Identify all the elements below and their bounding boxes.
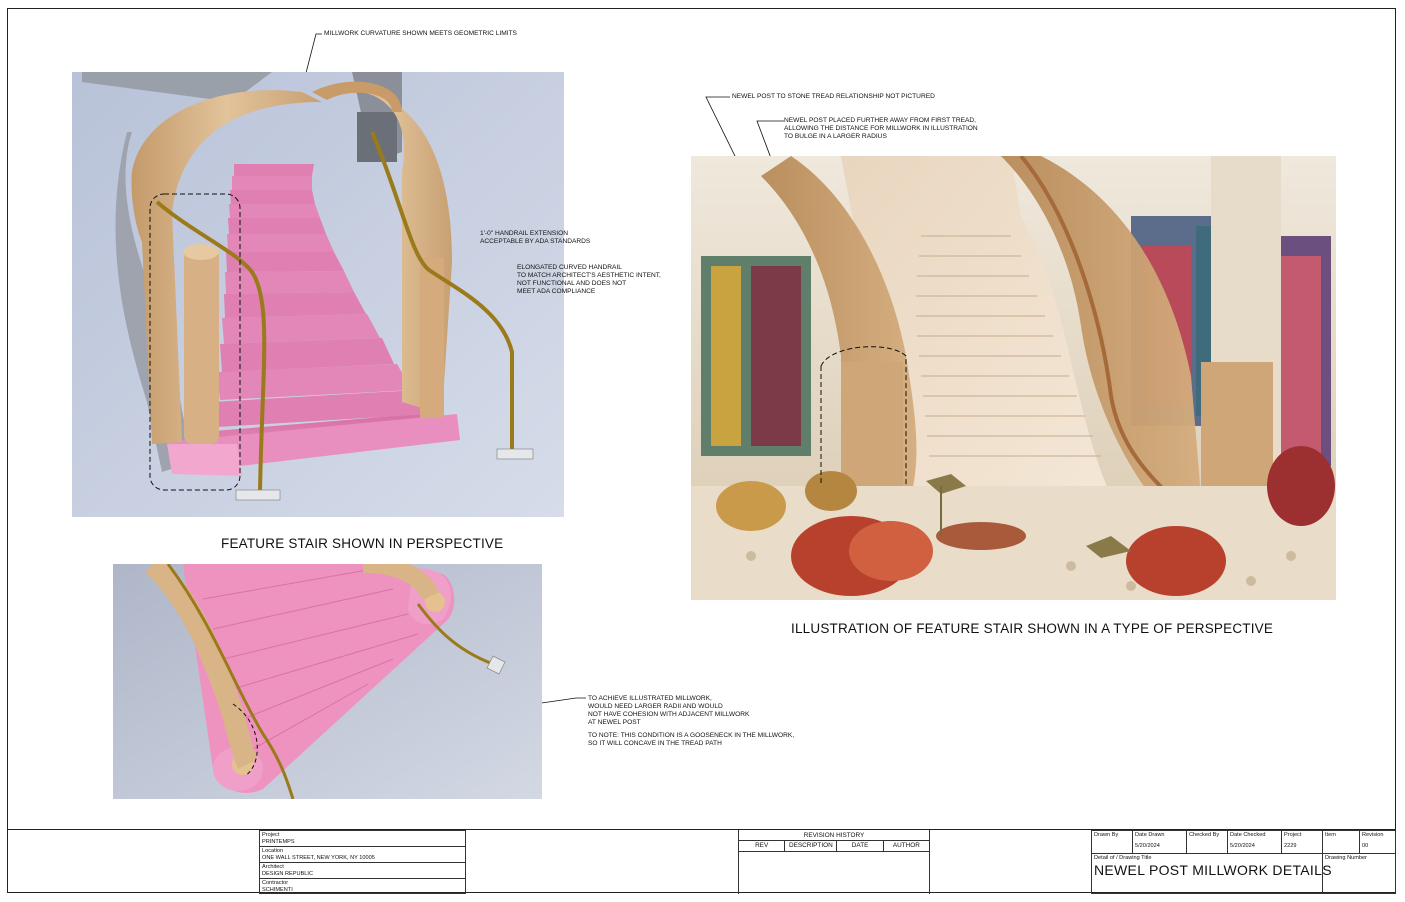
note-millwork-curvature: MILLWORK CURVATURE SHOWN MEETS GEOMETRIC LIMITS <box>324 30 517 37</box>
revision-header-row <box>739 840 929 852</box>
note-handrail-extension: 1'-0" HANDRAIL EXTENSION ACCEPTABLE BY ADA STANDARDS <box>480 230 591 245</box>
project-cell: Project PRINTEMPS <box>259 830 466 847</box>
date-drawn-cell: Date Drawn 5/20/2024 <box>1132 830 1187 854</box>
title-block <box>7 829 1396 893</box>
stair-illustration-image <box>691 156 1336 600</box>
drawing-title: NEWEL POST MILLWORK DETAILS <box>1094 862 1332 878</box>
project-number-cell: Project 2229 <box>1281 830 1323 854</box>
stair-plan-render <box>113 564 542 799</box>
note-newel-placed: NEWEL POST PLACED FURTHER AWAY FROM FIRST TREAD, ALLOWING THE DISTANCE FOR MILLWORK IN ILLUSTRATION TO BULGE IN A LARGER RADIUS <box>784 117 978 140</box>
rev-col-author: AUTHOR <box>892 842 920 849</box>
rev-col-rev: REV <box>739 841 785 851</box>
stair-perspective-render <box>72 72 564 517</box>
rev-col-date: DATE <box>837 841 883 851</box>
caption-illustration: ILLUSTRATION OF FEATURE STAIR SHOWN IN A TYPE OF PERSPECTIVE <box>791 621 1274 636</box>
drawing-title-cell: Detail of / Drawing Title <box>1091 853 1323 894</box>
revision-history-table <box>738 830 930 894</box>
rev-col-description: DESCRIPTION <box>785 841 837 851</box>
note-elongated-handrail: ELONGATED CURVED HANDRAIL TO MATCH ARCHITECT'S AESTHETIC INTENT, NOT FUNCTIONAL AND DOES NOT MEET ADA COMPLIANCE <box>517 264 661 295</box>
note-newel-stone-tread: NEWEL POST TO STONE TREAD RELATIONSHIP NOT PICTURED <box>732 93 935 100</box>
revision-history-title: REVISION HISTORY <box>803 832 865 839</box>
drawn-by-cell: Drawn By <box>1091 830 1133 854</box>
revision-cell: Revision 00 <box>1359 830 1396 854</box>
caption-perspective: FEATURE STAIR SHOWN IN PERSPECTIVE <box>221 536 504 551</box>
note-achieve-millwork: TO ACHIEVE ILLUSTRATED MILLWORK, WOULD NEED LARGER RADII AND WOULD NOT HAVE COHESION WITH ADJACENT MILLWORK AT NEWEL POST TO NOTE: THIS CONDITION IS A GOOSENECK IN THE MILLWORK, SO IT WILL CONCAVE IN THE TREAD PATH <box>588 695 795 747</box>
location-cell: Location ONE WALL STREET, NEW YORK, NY 10005 <box>259 846 466 863</box>
contractor-cell: Contractor SCHIMENTI <box>259 878 466 894</box>
checked-by-cell: Checked By <box>1186 830 1228 854</box>
drawing-number-cell: Drawing Number <box>1322 853 1396 894</box>
architect-cell: Architect DESIGN REPUBLIC <box>259 862 466 879</box>
date-checked-cell: Date Checked 5/20/2024 <box>1227 830 1282 854</box>
item-cell: Item <box>1322 830 1360 854</box>
